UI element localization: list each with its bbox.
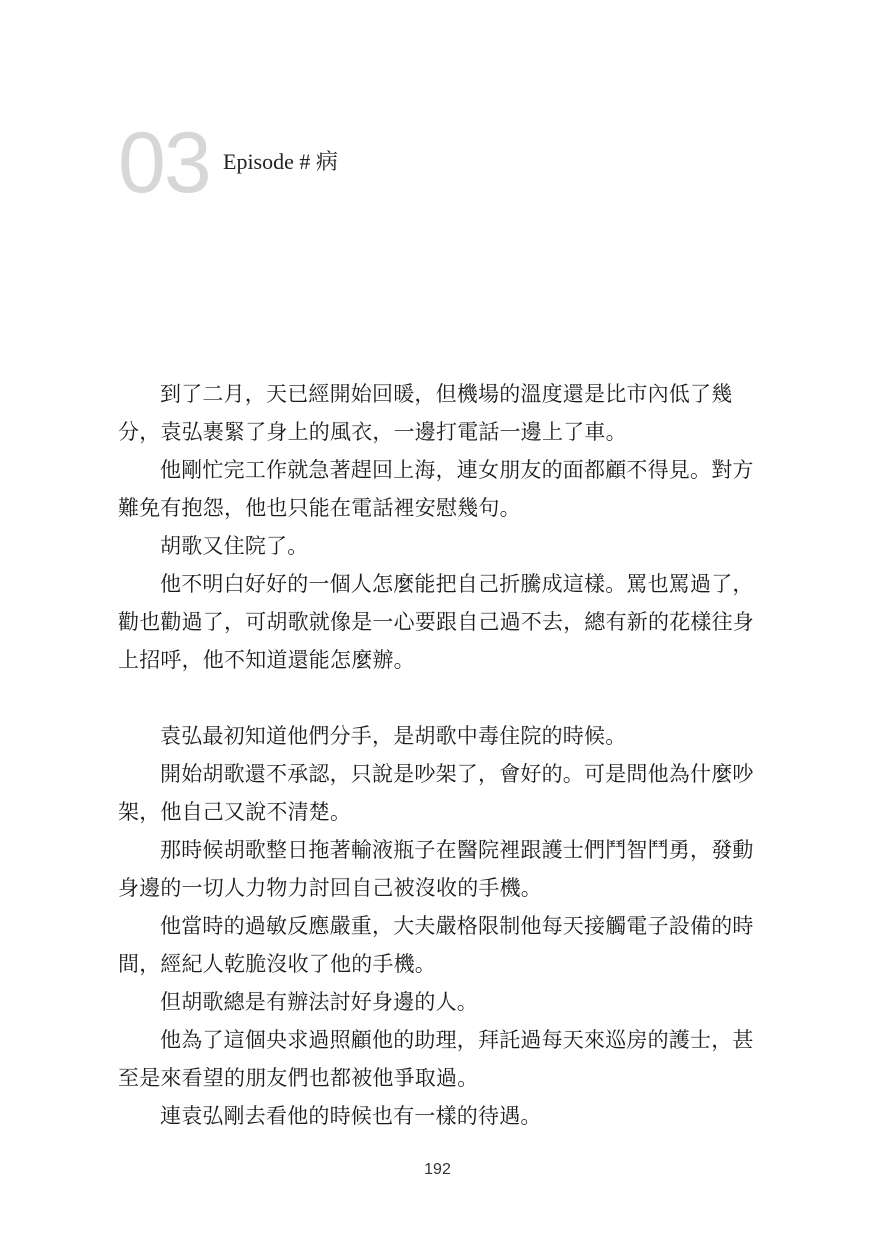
paragraph (118, 755, 756, 831)
text-line: 他不明白好好的一個人怎麼能把自己折騰成這樣。罵也罵過了， (160, 572, 754, 596)
text-line: 身邊的一切人力物力討回自己被沒收的手機。 (118, 876, 542, 900)
text-line: 開始胡歌還不承認，只說是吵架了，會好的。可是問他為什麼吵 (160, 762, 754, 786)
body-text (118, 375, 756, 1135)
text-line: 上招呼，他不知道還能怎麼辦。 (118, 648, 415, 672)
text-line: 胡歌又住院了。 (160, 534, 309, 558)
text-line: 間，經紀人乾脆沒收了他的手機。 (118, 952, 436, 976)
text-line: 勸也勸過了，可胡歌就像是一心要跟自己過不去，總有新的花樣往身 (118, 610, 754, 634)
paragraph (118, 983, 756, 1021)
text-line: 到了二月，天已經開始回暖，但機場的溫度還是比市內低了幾 (160, 382, 733, 406)
text-line: 他剛忙完工作就急著趕回上海，連女朋友的面都顧不得見。對方 (160, 458, 754, 482)
text-line: 那時候胡歌整日拖著輸液瓶子在醫院裡跟護士們鬥智鬥勇，發動 (160, 838, 754, 862)
paragraph (118, 1097, 756, 1135)
text-line: 架，他自己又說不清楚。 (118, 800, 352, 824)
paragraph (118, 451, 756, 527)
chapter-header (118, 115, 758, 211)
text-line: 但胡歌總是有辦法討好身邊的人。 (160, 990, 478, 1014)
text-line: 袁弘最初知道他們分手，是胡歌中毒住院的時候。 (160, 724, 627, 748)
paragraph (118, 527, 756, 565)
paragraph (118, 1021, 756, 1097)
page-number: 192 (424, 1161, 451, 1178)
chapter-number: 03 (118, 115, 210, 211)
chapter-title: Episode # 病 (223, 149, 338, 174)
text-line: 他當時的過敏反應嚴重，大夫嚴格限制他每天接觸電子設備的時 (160, 914, 754, 938)
text-line: 他為了這個央求過照顧他的助理，拜託過每天來巡房的護士，甚 (160, 1028, 754, 1052)
paragraph (118, 565, 756, 679)
paragraph (118, 831, 756, 907)
text-line: 至是來看望的朋友們也都被他爭取過。 (118, 1066, 479, 1090)
text-line: 難免有抱怨，他也只能在電話裡安慰幾句。 (118, 496, 521, 520)
paragraph (118, 375, 756, 451)
section-break (118, 679, 756, 717)
paragraph (118, 907, 756, 983)
text-line: 連袁弘剛去看他的時候也有一樣的待遇。 (160, 1104, 542, 1128)
paragraph (118, 717, 756, 755)
text-line: 分，袁弘裹緊了身上的風衣，一邊打電話一邊上了車。 (118, 420, 627, 444)
